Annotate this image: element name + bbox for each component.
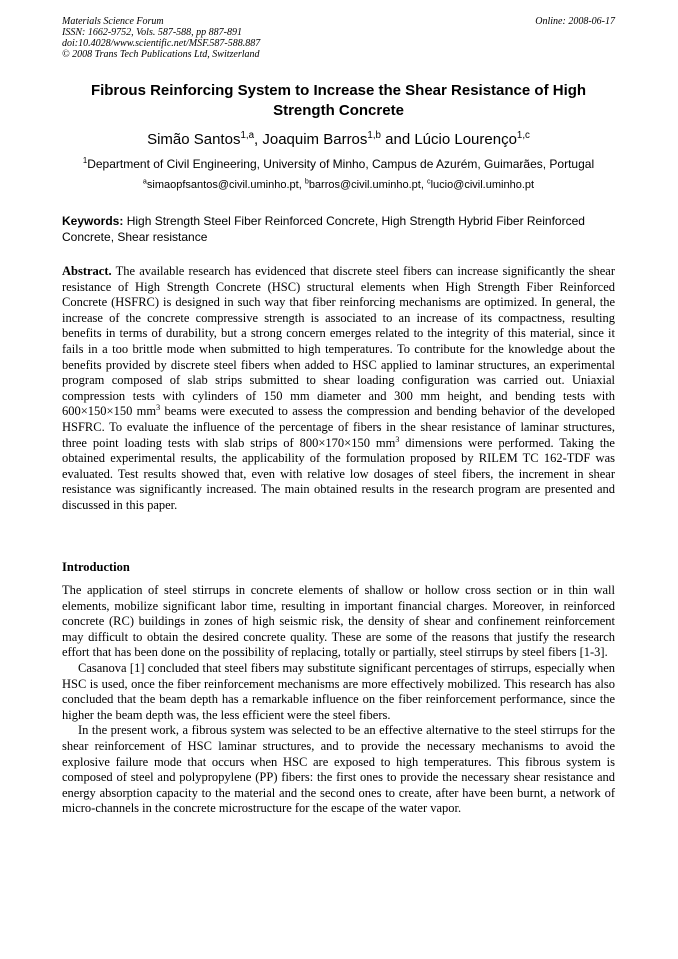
affiliation-superscript: 1 — [82, 156, 88, 165]
abstract-label: Abstract. — [62, 264, 112, 278]
keywords — [62, 213, 615, 245]
abstract — [62, 264, 615, 514]
keywords-text: High Strength Steel Fiber Reinforced Concrete, High Strength Hybrid Fiber Reinforced Concrete, Shear resistance — [62, 214, 585, 244]
copyright-line: © 2008 Trans Tech Publications Ltd, Switzerland — [62, 49, 260, 60]
keywords-label: Keywords: — [62, 214, 124, 228]
author-separator: and — [380, 131, 415, 148]
author-name: Simão Santos — [147, 131, 241, 148]
abstract-text: beams were executed to assess the compression and bending behavior of the developed HSFRC. To evaluate the influence of the percentage of fibers in the shear resistance of laminar structures, three point loading tests with slab strips of 800×170×150 mm — [62, 404, 616, 450]
email-list: $^a$simaopfsantos@civil.uminho.pt, $^b$barros@civil.uminho.pt, $^c$lucio@civil.uminho.pt — [142, 177, 535, 191]
paper-title: Fibrous Reinforcing System to Increase the Shear Resistance of High Strength Concrete — [90, 82, 587, 119]
abstract-superscript: 3 — [395, 434, 400, 444]
email-superscript: a — [142, 177, 147, 186]
introduction-heading: Introduction — [62, 560, 130, 574]
abstract-text: The available research has evidenced that discrete steel fibers can increase significantly the shear resistance of High Strength Concrete (HSC) structural elements when High Strength Fiber Reinforced Concrete (HSFRC) is designed in such way that fiber reinforcing mechanisms are optimized. In general, the increase of the concrete compressive strength is associated to an increase of its compactness, resulting benefits in terms of durability, but a strong concern emerges related to the integrity of this material, since it fails in a too brittle mode when submitted to high temperatures. To contribute for the knowledge about the benefits provided by discrete steel fibers when added to HSC applied to laminar structures, an experimental program composed of slab strips submitted to shear loading configuration was carried out. Uniaxial compression tests with cylinders of 150 mm diameter and 300 mm height, and bending tests with 600×150×150 mm — [62, 264, 615, 419]
introduction-body — [62, 583, 615, 817]
author-name: Joaquim Barros — [262, 131, 368, 148]
issn-line: ISSN: 1662-9752, Vols. 587-588, pp 887-891 — [62, 27, 242, 38]
journal-name: Materials Science Forum — [62, 16, 164, 27]
author-list — [62, 130, 615, 150]
email-link[interactable]: barros@civil.uminho.pt — [308, 179, 421, 191]
author-separator: , — [254, 131, 263, 148]
affiliation-text: Department of Civil Engineering, University of Minho, Campus de Azurém, Guimarães, Portugal — [87, 157, 595, 171]
author-superscript: 1,a — [240, 130, 255, 141]
email-link[interactable]: lucio@civil.uminho.pt — [430, 179, 535, 191]
email-superscript: c — [426, 177, 431, 186]
abstract-text: dimensions were performed. Taking the obtained experimental results, the applicability of the formulation proposed by RILEM TC 162-TDF was evaluated. Test results showed that, even with relative low dosages of steel fibers, the increment in shear resistance was significantly increased. The main obtained results in the research program are presented and discussed in this paper. — [62, 435, 615, 512]
author-superscript: 1,b — [367, 130, 381, 141]
online-date: Online: 2008-06-17 — [535, 16, 615, 27]
email-link[interactable]: simaopfsantos@civil.uminho.pt — [146, 179, 299, 191]
author-name: Lúcio Lourenço — [414, 131, 517, 148]
author-superscript: 1,c — [516, 130, 530, 141]
abstract-superscript: 3 — [156, 403, 161, 413]
journal-header — [62, 16, 260, 60]
introduction-paragraph: The application of steel stirrups in concrete elements of shallow or hollow cross section or in thin wall elements, mobilize significant labor time, resulting in important financial charges. Moreover, in reinforced concrete (RC) buildings in zones of high seismic risk, the density of shear and confinement reinforcement may difficult to obtain the desired concrete quality. These are some of the reasons that justify the research effort that has been done on the possibility of replacing, totally or partially, steel stirrups by steel fibers [1-3]. — [62, 583, 615, 660]
affiliation — [62, 156, 615, 172]
doi-line: doi:10.4028/www.scientific.net/MSF.587-588.887 — [62, 38, 261, 49]
email-superscript: b — [304, 177, 309, 186]
introduction-paragraph: Casanova [1] concluded that steel fibers may substitute significant percentages of stirrups, especially when HSC is used, once the fiber reinforcement mechanisms are more effectively mobilized. This research has also concluded that the beam depth has a remarkable influence on the fiber reinforcement performance, since the higher the beam depth was, the less efficient were the steel fibers. — [62, 660, 615, 722]
introduction-paragraph: In the present work, a fibrous system was selected to be an effective alternative to the steel stirrups for the shear reinforcement of HSC laminar structures, and to provide the necessary mechanisms to avoid the explosive failure mode that occurs when HSC are exposed to high temperatures. This fibrous system is composed of steel and polypropylene (PP) fibers: the first ones to provide the necessary shear resistance and energy absorption capacity to the material and the second ones to create, after have been burnt, a network of micro-channels in the concrete microstructure for the escape of the water vapor. — [62, 723, 615, 816]
